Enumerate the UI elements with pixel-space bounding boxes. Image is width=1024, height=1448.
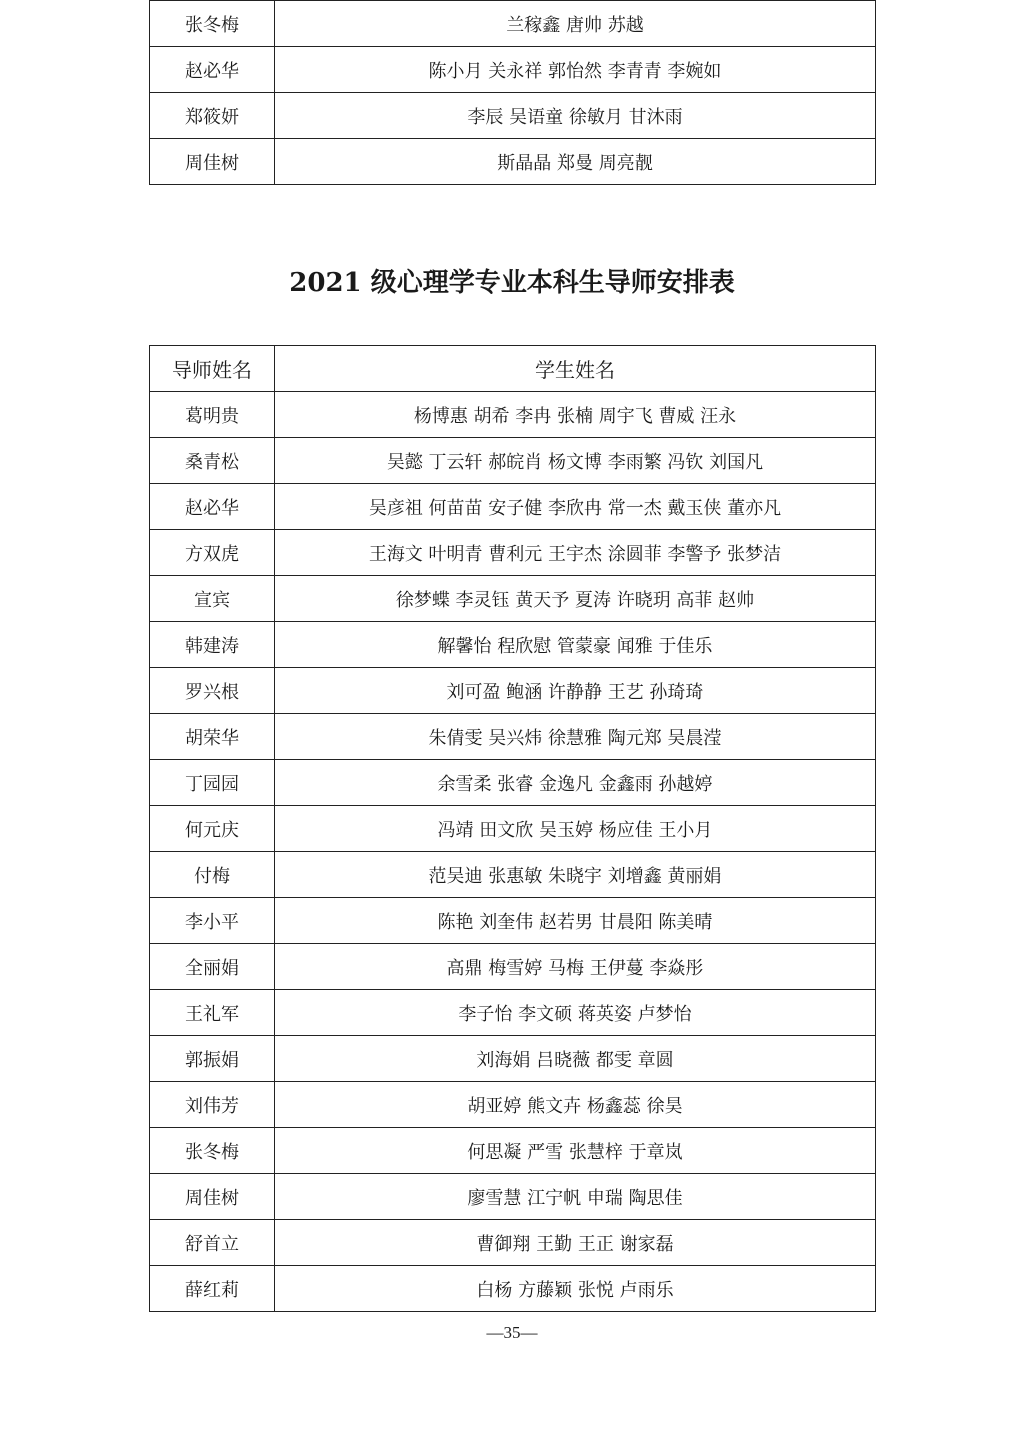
- table-row: [150, 852, 876, 898]
- table-row: [150, 530, 876, 576]
- advisor-name-cell: 全丽娟: [150, 944, 275, 990]
- advisor-name-cell: 葛明贵: [150, 392, 275, 438]
- student-names-cell: 范吴迪 张惠敏 朱晓宇 刘增鑫 黄丽娟: [275, 852, 876, 898]
- advisor-name-cell: 张冬梅: [150, 1128, 275, 1174]
- student-names-cell: 白杨 方藤颖 张悦 卢雨乐: [275, 1266, 876, 1312]
- student-names-cell: 王海文 叶明青 曹利元 王宇杰 涂圆菲 李警予 张梦洁: [275, 530, 876, 576]
- table-row: [150, 576, 876, 622]
- table-row: [150, 760, 876, 806]
- student-names-cell: 冯靖 田文欣 吴玉婷 杨应佳 王小月: [275, 806, 876, 852]
- student-names-cell: 余雪柔 张睿 金逸凡 金鑫雨 孙越婷: [275, 760, 876, 806]
- table-header-row: [150, 346, 876, 392]
- student-names-cell: 吴懿 丁云轩 郝皖肖 杨文博 李雨繁 冯钦 刘国凡: [275, 438, 876, 484]
- advisor-name-cell: 王礼军: [150, 990, 275, 1036]
- advisor-name-cell: 胡荣华: [150, 714, 275, 760]
- advisor-name-cell: 赵必华: [150, 47, 275, 93]
- advisor-name-cell: 周佳树: [150, 139, 275, 185]
- advisor-name-cell: 何元庆: [150, 806, 275, 852]
- student-names-cell: 陈小月 关永祥 郭怡然 李青青 李婉如: [275, 47, 876, 93]
- student-names-cell: 何思凝 严雪 张慧梓 于章岚: [275, 1128, 876, 1174]
- advisor-name-cell: 罗兴根: [150, 668, 275, 714]
- advisor-name-cell: 郭振娟: [150, 1036, 275, 1082]
- table-row: [150, 438, 876, 484]
- student-names-cell: 徐梦蝶 李灵钰 黄天予 夏涛 许晓玥 高菲 赵帅: [275, 576, 876, 622]
- students-column-header: 学生姓名: [275, 346, 876, 392]
- student-names-cell: 廖雪慧 江宁帆 申瑞 陶思佳: [275, 1174, 876, 1220]
- student-names-cell: 吴彦祖 何苗苗 安子健 李欣冉 常一杰 戴玉侠 董亦凡: [275, 484, 876, 530]
- student-names-cell: 兰稼鑫 唐帅 苏越: [275, 1, 876, 47]
- page-number: —35—: [486, 1323, 538, 1342]
- table-row: [150, 1128, 876, 1174]
- page-title: 2021 级心理学专业本科生导师安排表: [289, 268, 735, 298]
- advisor-name-cell: 方双虎: [150, 530, 275, 576]
- advisor-name-cell: 桑青松: [150, 438, 275, 484]
- table-row: [150, 898, 876, 944]
- advisor-name-cell: 郑筱妍: [150, 93, 275, 139]
- student-names-cell: 陈艳 刘奎伟 赵若男 甘晨阳 陈美晴: [275, 898, 876, 944]
- student-names-cell: 杨博惠 胡希 李冉 张楠 周宇飞 曹威 汪永: [275, 392, 876, 438]
- advisor-column-header: 导师姓名: [150, 346, 275, 392]
- student-names-cell: 高鼎 梅雪婷 马梅 王伊蔓 李焱彤: [275, 944, 876, 990]
- advisor-name-cell: 宣宾: [150, 576, 275, 622]
- table-row: [150, 1082, 876, 1128]
- previous-advisor-table-body: [150, 1, 876, 185]
- advisor-assignment-table-body: [150, 392, 876, 1312]
- table-row: [150, 990, 876, 1036]
- student-names-cell: 胡亚婷 熊文卉 杨鑫蕊 徐昊: [275, 1082, 876, 1128]
- student-names-cell: 朱倩雯 吴兴炜 徐慧雅 陶元郑 吴晨滢: [275, 714, 876, 760]
- table-row: [150, 1036, 876, 1082]
- table-row: [150, 622, 876, 668]
- table-row: [150, 1220, 876, 1266]
- table-row: [150, 806, 876, 852]
- table-row: [150, 714, 876, 760]
- advisor-name-cell: 赵必华: [150, 484, 275, 530]
- table-row: [150, 668, 876, 714]
- advisor-name-cell: 丁园园: [150, 760, 275, 806]
- student-names-cell: 李辰 吴语童 徐敏月 甘沐雨: [275, 93, 876, 139]
- table-row: [150, 1174, 876, 1220]
- table-row: [150, 47, 876, 93]
- student-names-cell: 斯晶晶 郑曼 周亮靓: [275, 139, 876, 185]
- advisor-assignment-table: [149, 345, 876, 1312]
- table-row: [150, 139, 876, 185]
- advisor-name-cell: 李小平: [150, 898, 275, 944]
- previous-advisor-table: [149, 0, 876, 185]
- table-row: [150, 392, 876, 438]
- advisor-name-cell: 张冬梅: [150, 1, 275, 47]
- advisor-name-cell: 付梅: [150, 852, 275, 898]
- table-row: [150, 484, 876, 530]
- table-row: [150, 944, 876, 990]
- student-names-cell: 刘海娟 吕晓薇 都雯 章圆: [275, 1036, 876, 1082]
- advisor-name-cell: 周佳树: [150, 1174, 275, 1220]
- advisor-name-cell: 舒首立: [150, 1220, 275, 1266]
- advisor-name-cell: 薛红莉: [150, 1266, 275, 1312]
- student-names-cell: 李子怡 李文硕 蒋英姿 卢梦怡: [275, 990, 876, 1036]
- table-row: [150, 1266, 876, 1312]
- student-names-cell: 刘可盈 鲍涵 许静静 王艺 孙琦琦: [275, 668, 876, 714]
- student-names-cell: 曹御翔 王勤 王正 谢家磊: [275, 1220, 876, 1266]
- advisor-name-cell: 韩建涛: [150, 622, 275, 668]
- table-row: [150, 93, 876, 139]
- advisor-name-cell: 刘伟芳: [150, 1082, 275, 1128]
- student-names-cell: 解馨怡 程欣慰 管蒙豪 闻雅 于佳乐: [275, 622, 876, 668]
- table-row: [150, 1, 876, 47]
